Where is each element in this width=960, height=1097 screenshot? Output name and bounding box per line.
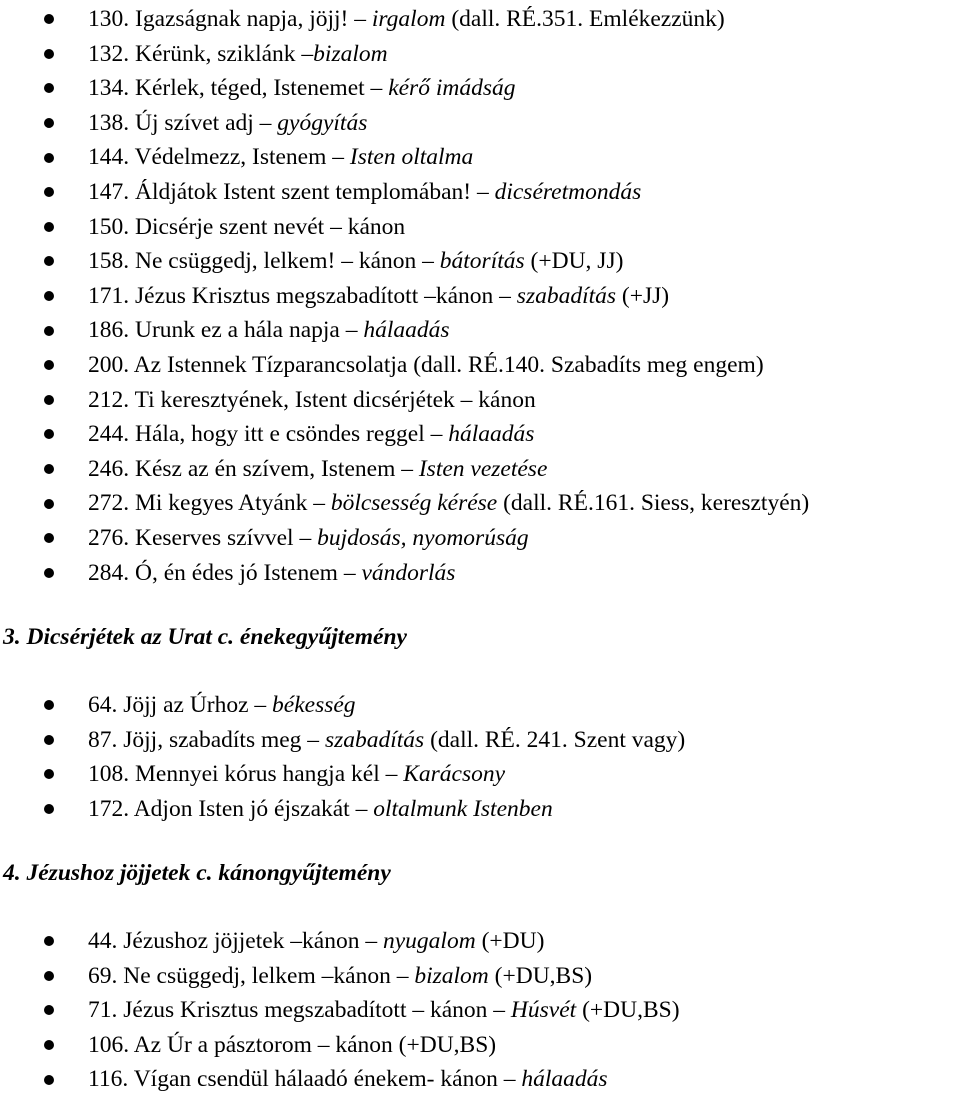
item-text: 150. Dicsérje szent nevét – kánon [88,213,406,240]
item-text: 171. Jézus Krisztus megszabadított –kánon – [88,282,517,309]
item-text: 138. Új szívet adj – [88,109,278,136]
list-item [0,244,809,279]
bullet-icon [44,1075,54,1085]
item-theme: hálaadás [448,421,535,448]
item-theme: kérő imádság [388,75,516,102]
item-theme: hálaadás [363,317,450,344]
item-text: 71. Jézus Krisztus megszabadított – kánon – [88,997,511,1024]
item-text: 64. Jöjj az Úrhoz – [88,692,273,718]
list-item [0,417,809,452]
item-theme: bizalom [313,40,388,67]
list-item [0,486,809,521]
item-note: (dall. RÉ.161. Siess, keresztyén) [497,490,810,517]
list-item [0,1028,680,1063]
list-item [0,175,809,210]
list-item [0,792,685,827]
item-theme: bátorítás [439,248,525,275]
list-item [0,383,809,418]
list-item [0,37,809,72]
list-item [0,556,809,591]
item-theme: Karácsony [403,761,506,788]
list-item [0,106,809,141]
item-text: 246. Kész az én szívem, Istenem – [88,455,419,482]
bullet-icon [44,256,54,266]
bullet-icon [44,291,54,301]
item-text: 108. Mennyei kórus hangja kél – [88,761,404,788]
item-text: 200. Az Istennek Tízparancsolatja (dall. RÉ.140. Szabadíts meg engem) [88,351,764,378]
item-note: (+DU,BS) [576,997,680,1024]
item-text: 212. Ti keresztyének, Istent dicsérjétek – kánon [88,386,536,413]
item-theme: szabadítás [324,726,425,753]
item-theme: irgalom [371,6,446,32]
list-item [0,924,680,959]
item-theme: békesség [272,692,356,718]
list-item [0,993,680,1028]
item-theme: hálaadás [521,1066,608,1093]
item-text: 87. Jöjj, szabadíts meg – [88,726,325,753]
item-theme: oltalmunk Istenben [373,795,553,822]
item-note: (+DU) [475,928,545,954]
item-theme: Isten oltalma [349,144,474,171]
item-theme: dicséretmondás [494,178,642,205]
list-item [0,688,685,723]
item-text: 116. Vígan csendül hálaadó énekem- kánon – [88,1066,522,1093]
item-theme: gyógyítás [277,109,368,136]
list-item [0,71,809,106]
bullet-icon [44,83,54,93]
bullet-icon [44,153,54,163]
bullet-icon [44,326,54,336]
list-item [0,521,809,556]
section-heading-dicserjetek: 3. Dicsérjétek az Urat c. énekegyűjtemény [3,624,407,650]
item-text: 144. Védelmezz, Istenem – [88,144,350,171]
bullet-icon [44,429,54,439]
section-heading-jezushoz: 4. Jézushoz jöjjetek c. kánongyűjtemény [3,860,391,886]
bullet-icon [44,971,54,981]
item-note: (+DU, JJ) [524,248,624,275]
bullet-icon [44,568,54,578]
list-item [0,140,809,175]
item-note: (dall. RÉ.351. Emlékezzünk) [445,6,725,32]
item-text: 158. Ne csüggedj, lelkem! – kánon – [88,248,440,275]
item-theme: bizalom [414,962,489,989]
item-theme: vándorlás [361,559,456,586]
item-text: 134. Kérlek, téged, Istenemet – [88,75,389,102]
bullet-icon [44,499,54,509]
bullet-icon [44,395,54,405]
item-text: 69. Ne csüggedj, lelkem –kánon – [88,962,415,989]
bullet-icon [44,735,54,745]
bullet-icon [44,700,54,710]
item-text: 244. Hála, hogy itt e csöndes reggel – [88,421,449,448]
item-text: 284. Ó, én édes jó Istenem – [88,559,362,586]
hymn-list-main [0,2,809,590]
list-item [0,959,680,994]
hymn-list-dicserjetek [0,688,685,826]
item-note: (+JJ) [616,282,670,309]
bullet-icon [44,187,54,197]
bullet-icon [44,1040,54,1050]
item-theme: nyugalom [383,928,476,954]
bullet-icon [44,804,54,814]
hymn-list-jezushoz [0,924,680,1097]
bullet-icon [44,222,54,232]
item-theme: szabadítás [516,282,617,309]
item-theme: Isten vezetése [418,455,548,482]
list-item [0,452,809,487]
item-text: 272. Mi kegyes Atyánk – [88,490,331,517]
item-theme: Húsvét [510,997,577,1024]
list-item [0,757,685,792]
list-item [0,348,809,383]
bullet-icon [44,118,54,128]
item-theme: bölcsesség kérése [330,490,498,517]
list-item [0,313,809,348]
item-text: 132. Kérünk, sziklánk – [88,40,314,67]
list-item [0,210,809,245]
bullet-icon [44,936,54,946]
list-item [0,1062,680,1097]
item-text: 130. Igazságnak napja, jöjj! – [88,6,372,32]
list-item [0,279,809,314]
item-text: 106. Az Úr a pásztorom – kánon (+DU,BS) [88,1031,497,1058]
bullet-icon [44,360,54,370]
bullet-icon [44,769,54,779]
bullet-icon [44,1005,54,1015]
list-item [0,2,809,37]
bullet-icon [44,533,54,543]
item-text: 147. Áldjátok Istent szent templomában! – [88,178,495,205]
item-text: 44. Jézushoz jöjjetek –kánon – [88,928,383,954]
item-text: 276. Keserves szívvel – [88,524,318,551]
list-item [0,723,685,758]
item-text: 186. Urunk ez a hála napja – [88,317,364,344]
item-theme: bujdosás, nyomorúság [317,524,529,551]
bullet-icon [44,49,54,59]
bullet-icon [44,14,54,24]
bullet-icon [44,464,54,474]
item-note: (dall. RÉ. 241. Szent vagy) [424,726,686,753]
item-text: 172. Adjon Isten jó éjszakát – [88,795,374,822]
item-note: (+DU,BS) [488,962,593,989]
